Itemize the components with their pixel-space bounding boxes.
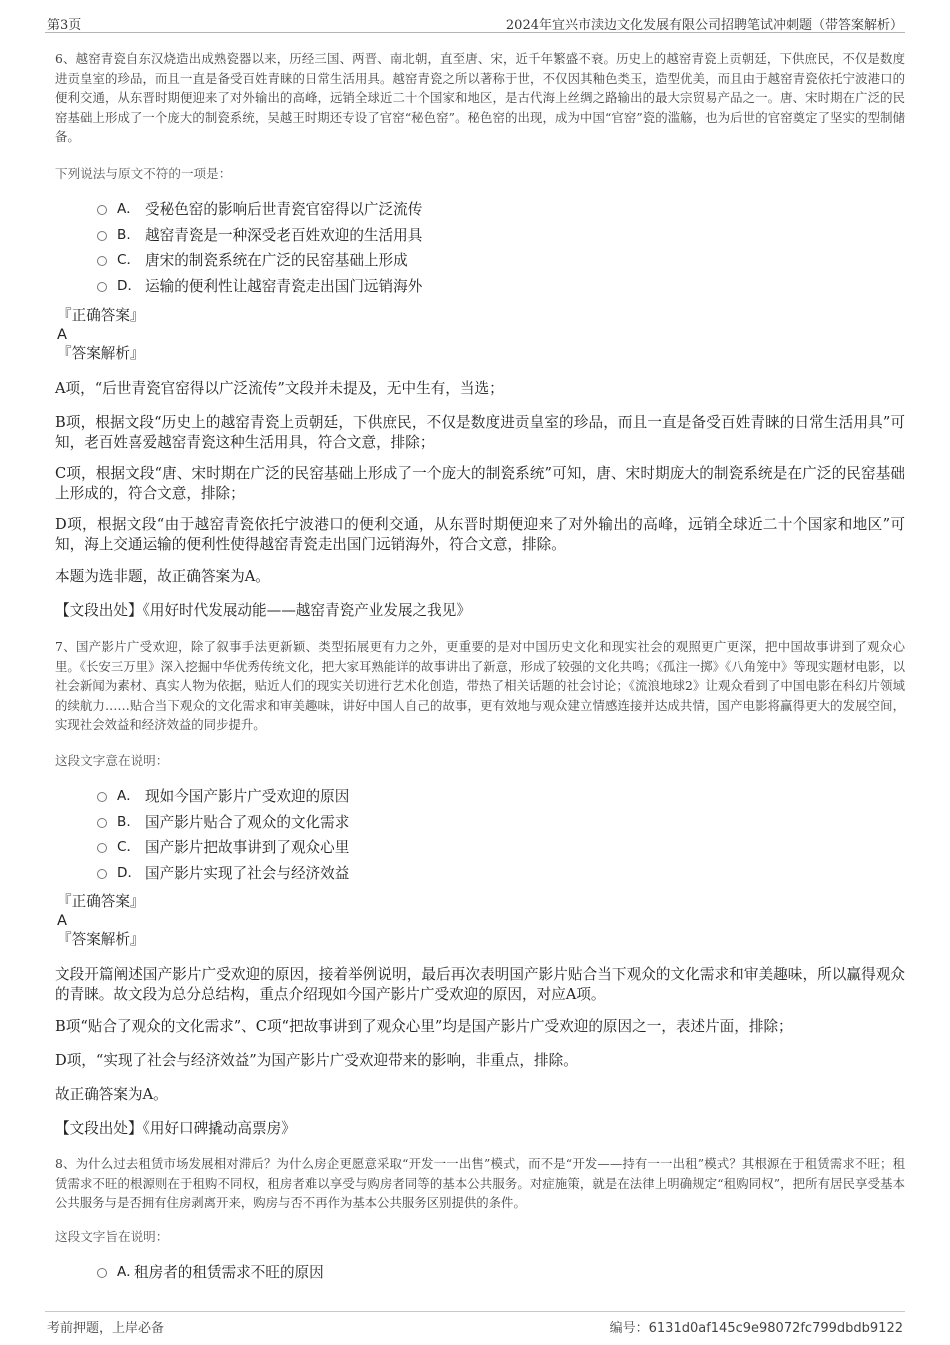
explanation-conclusion: 本题为选非题，故正确答案为A。 xyxy=(55,568,270,585)
question-8-prompt-block xyxy=(55,1227,905,1246)
question-8-text: 8、为什么过去租赁市场发展相对滞后？为什么房企更愿意采取“开发一一出售”模式，而不是“开发——持有一一出租”模式？其根源在于租赁需求不旺；租赁需求不旺的根源则在于租购不同权，租房者难以享受与购房者同等的基本公共服务。对症施策，就是在法律上明确规定“租购同权”，把所有居民享受基本公共服务与是否拥有住房剥离开来，购房与否不再作为基本公共服务区别提供的条件。 xyxy=(55,1156,905,1210)
explanation-d: D项，根据文段“由于越窑青瓷依托宁波港口的便利交通，从东晋时期便迎来了对外输出的高峰，远销全球近二十个国家和地区”可知，海上交通运输的便利性使得越窑青瓷走出国门远销海外，符合文意，排除。 xyxy=(55,516,905,553)
explanation-conclusion: 故正确答案为A。 xyxy=(55,1086,168,1103)
radio-icon[interactable] xyxy=(97,792,107,802)
question-8 xyxy=(55,1154,905,1213)
option-text: 国产影片把故事讲到了观众心里 xyxy=(145,839,350,856)
option-b[interactable] xyxy=(55,810,905,836)
correct-answer-label: 『正确答案』 xyxy=(57,307,145,324)
page-number: 第3页 xyxy=(47,18,82,33)
correct-answer: A xyxy=(57,326,67,343)
radio-icon[interactable] xyxy=(97,256,107,266)
option-text: 运输的便利性让越窑青瓷走出国门远销海外 xyxy=(145,277,423,295)
option-text: 越窑青瓷是一种深受老百姓欢迎的生活用具 xyxy=(145,226,423,244)
explanation-a: A项，“后世青瓷官窑得以广泛流传”文段并未提及，无中生有，当选； xyxy=(55,380,504,397)
option-a[interactable] xyxy=(55,1260,905,1286)
explanation-summary: 文段开篇阐述国产影片广受欢迎的原因，接着举例说明，最后再次表明国产影片贴合当下观众的文化需求和审美趣味，所以赢得观众的青睐。故文段为总分总结构，重点介绍现如今国产影片广受欢迎的原因，对应A项。 xyxy=(55,966,905,1003)
explanation-b: B项，根据文段“历史上的越窑青瓷上贡朝廷，下供庶民，不仅是数度进贡皇室的珍品，而且一直是备受百姓青睐的日常生活用具”可知，老百姓喜爱越窑青瓷这种生活用具，符合文意，排除； xyxy=(55,414,905,451)
explanation-d: D项，“实现了社会与经济效益”为国产影片广受欢迎带来的影响，非重点，排除。 xyxy=(55,1052,578,1069)
analysis-label: 『答案解析』 xyxy=(57,931,145,948)
option-letter: B. xyxy=(117,226,131,243)
option-text: 现如今国产影片广受欢迎的原因 xyxy=(145,788,350,805)
radio-icon[interactable] xyxy=(97,818,107,828)
question-7-options xyxy=(55,784,905,886)
option-d[interactable] xyxy=(55,274,905,300)
option-text: 国产影片贴合了观众的文化需求 xyxy=(145,813,350,831)
document-code xyxy=(610,1317,903,1336)
option-d[interactable] xyxy=(55,861,905,887)
option-letter: A． xyxy=(117,788,140,804)
radio-icon[interactable] xyxy=(97,869,107,879)
question-8-prompt: 这段文字旨在说明： xyxy=(55,1229,169,1244)
option-letter: A． xyxy=(117,201,140,217)
question-7-text: 7、国产影片广受欢迎，除了叙事手法更新颖、类型拓展更有力之外，更重要的是对中国历史文化和现实社会的观照更广更深，把中国故事讲到了观众心里。《长安三万里》深入挖掘中华优秀传统文化，把大家耳熟能详的故事讲出了新意，形成了较强的文化共鸣；《孤注一掷》《八角笼中》等现实题材电影，以社会新闻为素材、真实人物为依据，贴近人们的现实关切进行艺术化创造，带热了相关话题的社会讨论；《流浪地球2》让观众看到了中国电影在科幻片领域的续航力……贴合当下观众的文化需求和审美趣味，讲好中国人自己的故事，更有效地与观众建立情感连接并达成共情，国产电影将赢得更大的发展空间，实现社会效益和经济效益的同步提升。 xyxy=(55,639,905,732)
question-6-prompt-block xyxy=(55,164,905,183)
document-title: 2024年宜兴市渎边文化发展有限公司招聘笔试冲刺题（带答案解析） xyxy=(505,18,903,33)
option-a[interactable] xyxy=(55,784,905,810)
source-citation: 【文段出处】《用好口碑撬动高票房》 xyxy=(55,1120,296,1137)
question-7-prompt: 这段文字意在说明： xyxy=(55,753,169,768)
analysis-label: 『答案解析』 xyxy=(57,345,145,362)
option-letter: C． xyxy=(117,252,141,268)
radio-icon[interactable] xyxy=(97,843,107,853)
option-letter: A． xyxy=(117,1264,140,1280)
option-letter: D． xyxy=(117,864,142,881)
option-text: 唐宋的制瓷系统在广泛的民窑基础上形成 xyxy=(145,252,408,269)
correct-answer-label: 『正确答案』 xyxy=(57,893,145,910)
explanation-c: C项，根据文段“唐、宋时期在广泛的民窑基础上形成了一个庞大的制瓷系统”可知，唐、宋时期庞大的制瓷系统是在广泛的民窑基础上形成的，符合文意，排除； xyxy=(55,465,905,502)
explanation-bc: B项“贴合了观众的文化需求”、C项“把故事讲到了观众心里”均是国产影片广受欢迎的原因之一，表述片面，排除； xyxy=(55,1018,793,1035)
source-citation: 【文段出处】《用好时代发展动能——越窑青瓷产业发展之我见》 xyxy=(55,602,471,619)
page-footer xyxy=(45,1311,905,1334)
question-6-answer xyxy=(55,306,905,363)
option-c[interactable] xyxy=(55,835,905,861)
code-label: 编号： xyxy=(609,1321,649,1336)
code-value: 6131d0af145c9e98072fc799dbdb9122 xyxy=(648,1321,903,1336)
correct-answer: A xyxy=(57,912,67,929)
option-letter: C． xyxy=(117,839,141,855)
question-6-text: 6、越窑青瓷自东汉烧造出成熟瓷器以来，历经三国、两晋、南北朝，直至唐、宋，近千年繁盛不衰。历史上的越窑青瓷上贡朝廷，下供庶民，不仅是数度进贡皇室的珍品，而且一直是备受百姓青睐的日常生活用具。越窑青瓷之所以著称于世，不仅因其釉色类玉，造型优美，而且由于越窑青瓷依托宁波港口的便利交通，从东晋时期便迎来了对外输出的高峰，远销全球近二十个国家和地区，是古代海上丝绸之路输出的最大宗贸易产品之一。唐、宋时期在广泛的民窑基础上形成了一个庞大的制瓷系统，吴越王时期还专设了官窑“秘色窑”。秘色窑的出现，成为中国“官窑”瓷的滥觞，也为后世的官窑奠定了坚实的型制储备。 xyxy=(55,51,905,144)
option-text: 国产影片实现了社会与经济效益 xyxy=(145,864,350,882)
question-7 xyxy=(55,637,905,735)
footer-slogan: 考前押题，上岸必备 xyxy=(47,1321,165,1336)
radio-icon[interactable] xyxy=(97,1268,107,1278)
question-6 xyxy=(55,49,905,147)
question-6-prompt: 下列说法与原文不符的一项是： xyxy=(55,166,232,181)
page-header xyxy=(45,12,905,33)
option-letter: B. xyxy=(117,813,131,830)
radio-icon[interactable] xyxy=(97,205,107,215)
question-8-options xyxy=(55,1260,905,1286)
option-b[interactable] xyxy=(55,223,905,249)
option-a[interactable] xyxy=(55,197,905,223)
option-letter: D． xyxy=(117,277,142,294)
option-text: 受秘色窑的影响后世青瓷官窑得以广泛流传 xyxy=(145,201,423,218)
option-text: 租房者的租赁需求不旺的原因 xyxy=(134,1264,324,1281)
question-7-prompt-block xyxy=(55,751,905,770)
radio-icon[interactable] xyxy=(97,282,107,292)
option-c[interactable] xyxy=(55,248,905,274)
radio-icon[interactable] xyxy=(97,231,107,241)
question-7-answer xyxy=(55,892,905,949)
question-6-options xyxy=(55,197,905,299)
